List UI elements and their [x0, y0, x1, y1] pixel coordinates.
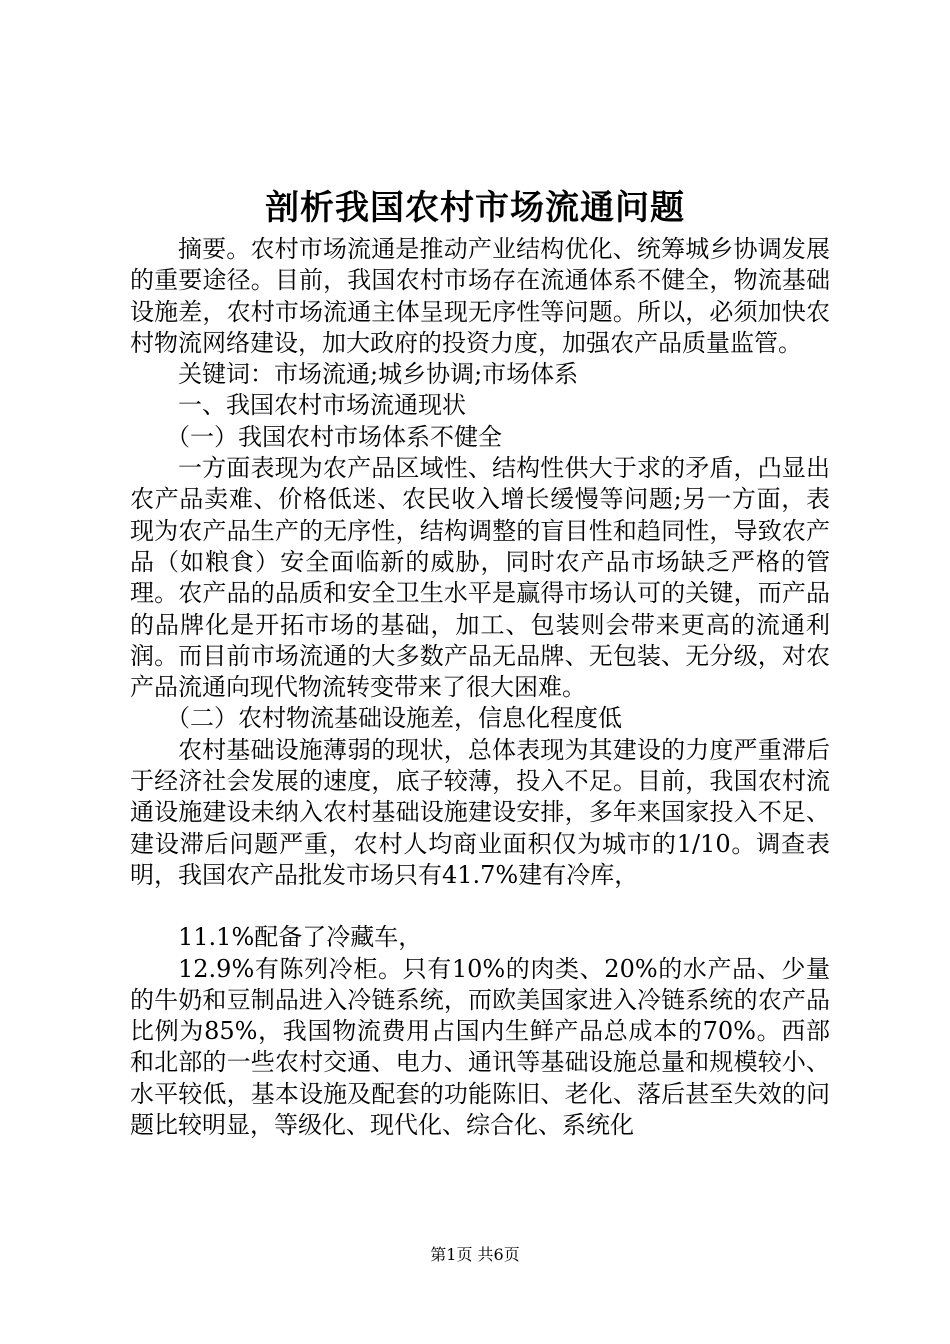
document-body — [130, 234, 830, 1141]
abstract-paragraph: 摘要。农村市场流通是推动产业结构优化、统筹城乡协调发展的重要途径。目前，我国农村市场存在流通体系不健全，物流基础设施差，农村市场流通主体呈现无序性等问题。所以，必须加快农村物流网络建设，加大政府的投资力度，加强农产品质量监管。 — [130, 235, 830, 357]
subsection-heading-2: （二）农村物流基础设施差，信息化程度低 — [166, 704, 622, 733]
page-number-footer: 第1页 共6页 — [430, 1245, 520, 1264]
keywords-paragraph: 关键词：市场流通;城乡协调;市场体系 — [178, 360, 579, 389]
body-paragraph: 12.9%有陈列冷柜。只有10%的肉类、20%的水产品、少量的牛奶和豆制品进入冷链系统，而欧美国家进入冷链系统的农产品比例为85%，我国物流费用占国内生鲜产品总成本的70%。西部和北部的一些农村交通、电力、通讯等基础设施总量和规模较小、水平较低，基本设施及配套的功能陈旧、老化、落后甚至失效的问题比较明显，等级化、现代化、综合化、系统化 — [130, 954, 830, 1140]
body-paragraph: 农村基础设施薄弱的现状，总体表现为其建设的力度严重滞后于经济社会发展的速度，底子较薄，投入不足。目前，我国农村流通设施建设未纳入农村基础设施建设安排，多年来国家投入不足、建设滞后问题严重，农村人均商业面积仅为城市的1/10。调查表明，我国农产品批发市场只有41.7%建有冷库， — [130, 735, 830, 889]
body-paragraph: 一方面表现为农产品区域性、结构性供大于求的矛盾，凸显出农产品卖难、价格低迷、农民收入增长缓慢等问题;另一方面，表现为农产品生产的无序性，结构调整的盲目性和趋同性，导致农产品（如粮食）安全面临新的威胁，同时农产品市场缺乏严格的管理。农产品的品质和安全卫生水平是赢得市场认可的关键，而产品的品牌化是开拓市场的基础，加工、包装则会带来更高的流通利润。而目前市场流通的大多数产品无品牌、无包装、无分级，对农产品流通向现代物流转变带来了很大困难。 — [130, 454, 830, 702]
page-title: 剖析我国农村市场流通问题 — [265, 188, 685, 228]
section-heading-1: 一、我国农村市场流通现状 — [178, 391, 466, 420]
body-paragraph: 11.1%配备了冷藏车， — [178, 923, 423, 952]
subsection-heading-1: （一）我国农村市场体系不健全 — [166, 422, 502, 451]
